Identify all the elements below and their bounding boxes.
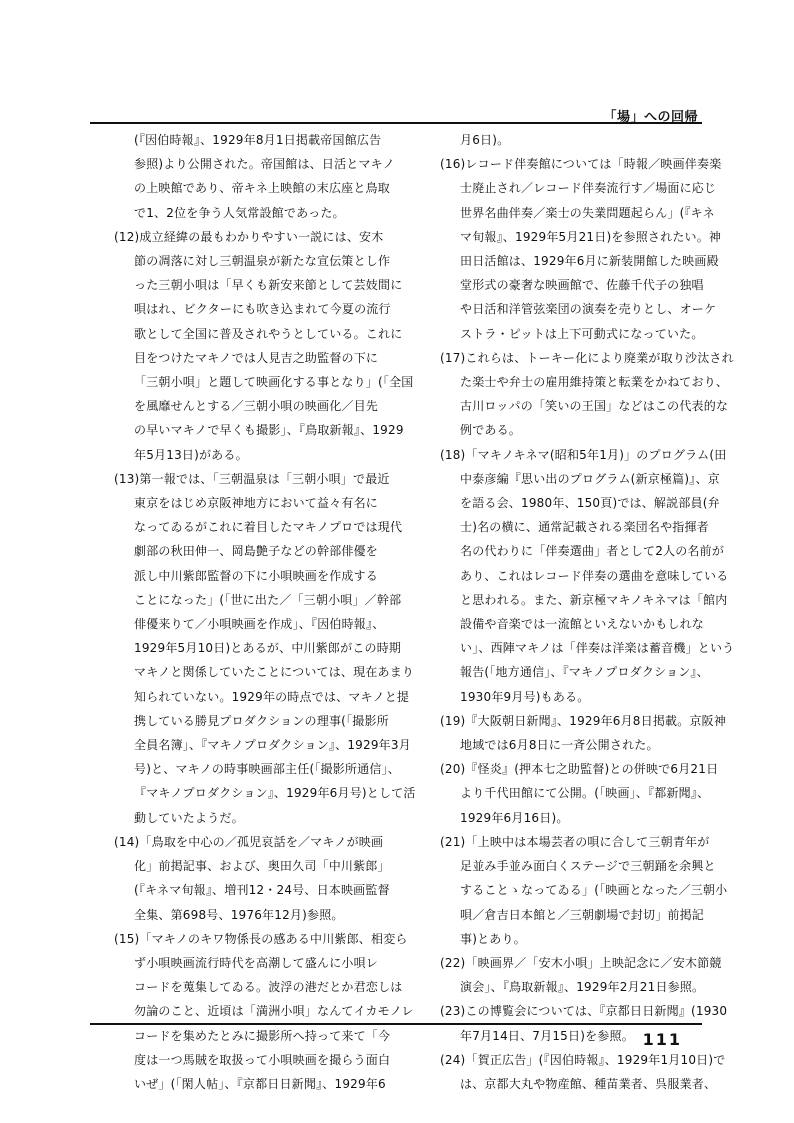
footnote bbox=[114, 467, 416, 830]
footnote-line: より千代田館にて公開。(「映画」、『都新聞』、 bbox=[460, 786, 710, 801]
footnote-line: を風靡せんとする／三朝小唄の映画化／目先 bbox=[134, 399, 379, 414]
footnote-line: 1929年6月16日)。 bbox=[460, 810, 569, 825]
footnote bbox=[440, 128, 700, 152]
footnote-line: (18)「マキノキネマ(昭和5年1月)」のプログラム(田 bbox=[440, 447, 727, 462]
footnote-line: 劇部の秋田伸一、岡島艶子などの幹部俳優を bbox=[134, 544, 379, 559]
footnote-line: マ旬報』、1929年5月21日)を参照されたい。神 bbox=[460, 229, 722, 244]
footnote-line: 名の代わりに「伴奏選曲」者として2人の名前が bbox=[460, 544, 725, 559]
footnote bbox=[440, 443, 735, 709]
footnote-line: 携している勝見プロダクションの理事(「撮影所 bbox=[134, 713, 389, 728]
footnote-line: 参照)より公開された。帝国館は、日活とマキノ bbox=[134, 157, 395, 172]
footnote-line: 月6日)。 bbox=[460, 133, 510, 147]
footnote-line: 俳優来りて／小唄映画を作成」、『因伯時報』、 bbox=[134, 617, 385, 632]
footnote-line: (24)「賀正広告」(『因伯時報』、1929年1月10日)で bbox=[440, 1052, 726, 1067]
footnote-line: 年7月14日、7月15日)を参照。 bbox=[460, 1028, 634, 1043]
page-number: 111 bbox=[642, 1030, 682, 1049]
footnote-line: で1、2位を争う人気常設館であった。 bbox=[134, 205, 345, 220]
footnote-line: (16)レコード伴奏館については「時報／映画伴奏楽 bbox=[440, 157, 722, 172]
footnote-line: 全員名簿」、『マキノプロダクション』、1929年3月 bbox=[134, 738, 411, 753]
footnote-line: (21)「上映中は本場芸者の唄に合して三朝青年が bbox=[440, 834, 710, 849]
footnote-line: 唄／倉吉日本館と／三朝劇場で封切」前掲記 bbox=[460, 907, 705, 922]
footnote-line: 度は一つ馬賊を取扱って小唄映画を撮らう面白 bbox=[134, 1052, 391, 1067]
footnote-line: (15)「マキノのキワ物係長の感ある中川紫郎、相変ら bbox=[114, 931, 408, 946]
footnote-line: 田日活館は、1929年6月に新装開館した映画殿 bbox=[460, 254, 719, 269]
footnote-line: あり、これはレコード伴奏の選曲を意味している bbox=[460, 568, 729, 583]
left-column bbox=[114, 128, 416, 1096]
footnote-line: ストラ・ピットは上下可動式になっていた。 bbox=[460, 326, 704, 341]
footnote bbox=[440, 152, 722, 346]
footnote-line: 演会」、『鳥取新報』、1929年2月21日参照。 bbox=[460, 980, 705, 995]
footnote bbox=[440, 1048, 726, 1096]
footnote bbox=[114, 927, 414, 1096]
footnote-line: 節の凋落に対し三朝温泉が新たな宣伝策とし作 bbox=[134, 254, 391, 269]
footnote-line: 事)とあり。 bbox=[460, 931, 526, 946]
footnote-line: の早いマキノで早くも撮影」、『鳥取新報』、1929 bbox=[134, 423, 404, 438]
footnote-line: 世界名曲伴奏／楽士の失業問題起らん」(『キネ bbox=[460, 205, 715, 220]
footnote bbox=[440, 830, 728, 951]
footnote-line: 唄はれ、ビクターにも吹き込まれて今夏の流行 bbox=[134, 302, 391, 317]
footnote-line: った三朝小唄は「早くも新安来節として芸妓間に bbox=[134, 278, 403, 293]
footnote-line: いぜ」(「閑人帖」、『京都日日新聞』、1929年6 bbox=[134, 1076, 386, 1091]
footnote-line: コードを蒐集してゐる。波浮の港だとか君恋しは bbox=[134, 980, 403, 995]
header-rule bbox=[90, 122, 702, 124]
footnote bbox=[440, 346, 734, 443]
footnote-line: 号)と、マキノの時事映画部主任(「撮影所通信」、 bbox=[134, 762, 400, 777]
footnote-line: 全集、第698号、1976年12月)参照。 bbox=[134, 907, 344, 922]
footnote-line: (14)「鳥取を中心の／孤児哀話を／マキノが映画 bbox=[114, 834, 384, 849]
footnote-line: (13)第一報では、「三朝温泉は「三朝小唄」で最近 bbox=[114, 471, 390, 486]
footnote-line: 動していたようだ。 bbox=[134, 810, 244, 825]
footnote-line: 報告(「地方通信」、『マキノプロダクション』、 bbox=[460, 665, 709, 680]
footnote bbox=[114, 225, 414, 467]
footnote-line: 化」前掲記事、および、奥田久司「中川紫郎」 bbox=[134, 859, 390, 874]
footnote-line: の上映館であり、帝キネ上映館の末広座と鳥取 bbox=[134, 181, 390, 196]
footnote-line: (12)成立経緯の最もわかりやすい一説には、安木 bbox=[114, 229, 384, 244]
footnote-line: 士)名の横に、通常記載される楽団名や指揮者 bbox=[460, 520, 709, 535]
footnote-line: ず小唄映画流行時代を高潮して盛んに小唄レ bbox=[134, 955, 379, 970]
footnote-line: 目をつけたマキノでは人見吉之助監督の下に bbox=[134, 350, 379, 365]
footnote-line: 年5月13日)がある。 bbox=[134, 447, 248, 462]
footnote-line: (17)これらは、トーキー化により廃業が取り沙汰され bbox=[440, 350, 734, 365]
running-header-title: 「場」への回帰 bbox=[603, 110, 698, 125]
footnote-line: 勿論のこと、近頃は「満洲小唄」なんてイカモノレ bbox=[134, 1004, 414, 1019]
footnote-line: (『キネマ旬報』、増刊12・24号、日本映画監督 bbox=[134, 883, 390, 898]
footnote-line: 士廃止され／レコード伴奏流行す／場面に応じ bbox=[460, 181, 717, 196]
footnote-line: 1930年9月号)もある。 bbox=[460, 689, 590, 704]
footnote-line: 足並み手並み面白くステージで三朝踊を余興と bbox=[460, 859, 716, 874]
footnote-line: 知られていない。1929年の時点では、マキノと提 bbox=[134, 689, 410, 704]
footnote-line: することゝなってゐる」(「映画となった／三朝小 bbox=[460, 883, 728, 898]
footnote-line: を語る会、1980年、150頁)では、解説部員(弁 bbox=[460, 496, 720, 511]
footnote-line: 「三朝小唄」と題して映画化する事となり」(「全国 bbox=[134, 375, 414, 390]
footnote-line: マキノと関係していたことについては、現在あまり bbox=[134, 665, 415, 680]
footnote-line: た楽士や弁士の雇用維持策と転業をかねており、 bbox=[460, 375, 729, 390]
footnote-line: 堂形式の豪奢な映画館で、佐藤千代子の独唱 bbox=[460, 278, 704, 293]
footnote-line: は、京都大丸や物産館、種苗業者、呉服業者、 bbox=[460, 1076, 717, 1091]
footnote-line: 派し中川紫郎監督の下に小唄映画を作成する bbox=[134, 568, 379, 583]
footnote bbox=[114, 830, 390, 927]
footnote-line: (『因伯時報』、1929年8月1日掲載帝国館広告 bbox=[134, 133, 382, 147]
footnote bbox=[114, 128, 395, 225]
footnote-line: 東京をはじめ京阪神地方において益々有名に bbox=[134, 496, 379, 511]
footnote-line: (23)この博覧会については、『京都日日新聞』(1930 bbox=[440, 1004, 728, 1019]
footnote-line: い」、西陣マキノは「伴奏は洋楽は蓄音機」という bbox=[460, 641, 735, 656]
footnote-line: 歌として全国に普及されやうとしている。これに bbox=[134, 326, 403, 341]
footnote bbox=[440, 757, 719, 830]
footnote-line: (22)「映画界／「安木小唄」上映記念に／安木節競 bbox=[440, 955, 722, 970]
footnote-line: 例である。 bbox=[460, 423, 522, 438]
footnote-line: 中泰彦編『思い出のプログラム(新京極篇)』、京 bbox=[460, 471, 720, 486]
footnote-line: なってゐるがこれに着目したマキノプロでは現代 bbox=[134, 520, 403, 535]
footnote-line: 『マキノプロダクション』、1929年6月号)として活 bbox=[134, 786, 416, 801]
footnote-line: (20)『怪炎』(押本七之助監督)との併映で6月21日 bbox=[440, 762, 719, 777]
footnote-line: コードを集めたとみに撮影所へ持って来て「今 bbox=[134, 1028, 391, 1043]
footnote-line: 地域では6月8日に一斉公開された。 bbox=[460, 738, 659, 753]
footnote bbox=[440, 951, 722, 999]
footnote-line: (19)『大阪朝日新聞』、1929年6月8日掲載。京阪神 bbox=[440, 713, 727, 728]
right-column bbox=[440, 128, 735, 1096]
footnote-line: 古川ロッパの「笑いの王国」などはこの代表的な bbox=[460, 399, 729, 414]
footnote-line: と思われる。また、新京極マキノキネマは「館内 bbox=[460, 592, 728, 607]
footnote-line: ことになった」(「世に出た／「三朝小唄」／幹部 bbox=[134, 592, 402, 607]
footnote-line: や日活和洋管弦楽団の演奏を売りとし、オーケ bbox=[460, 302, 717, 317]
footer-rule bbox=[90, 1023, 702, 1025]
footnote-line: 設備や音楽では一流館といえないかもしれな bbox=[460, 617, 705, 632]
footnote bbox=[440, 709, 727, 757]
footnote-line: 1929年5月10日)とあるが、中川紫郎がこの時期 bbox=[134, 641, 402, 656]
